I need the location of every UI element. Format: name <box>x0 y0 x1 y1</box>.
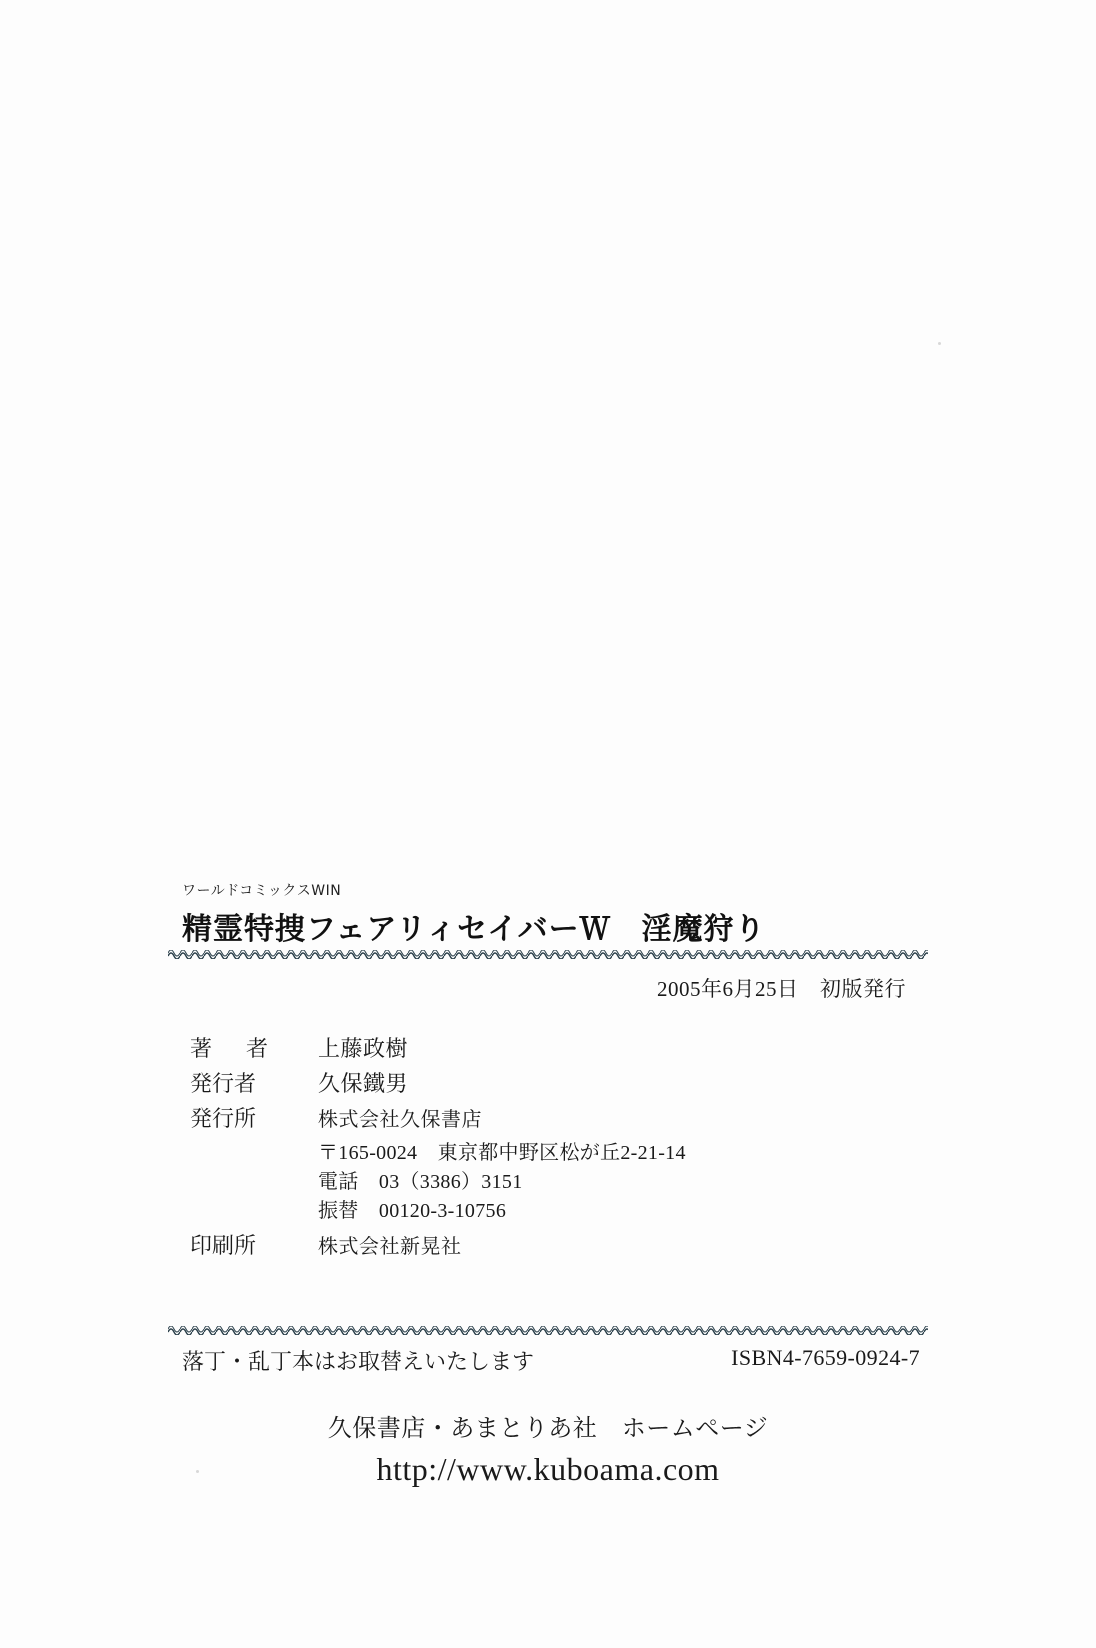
credit-row-publisher-person <box>190 1073 930 1095</box>
credit-row-author <box>190 1038 930 1060</box>
isbn-code: ISBN4-7659-0924-7 <box>731 1345 920 1370</box>
decorative-wave-rule-top <box>168 950 928 959</box>
credit-label: 著 者 <box>190 1036 275 1061</box>
footer-block <box>168 1326 928 1376</box>
address-furikae: 振替 00120-3-10756 <box>318 1200 507 1222</box>
replacement-notice: 落丁・乱丁本はお取替えいたします <box>182 1349 535 1374</box>
credit-value: 久保鐵男 <box>318 1071 409 1096</box>
credits-block <box>190 1038 930 1270</box>
notice-isbn-line <box>168 1345 928 1376</box>
credit-label: 発行者 <box>190 1071 257 1096</box>
publication-date: 2005年6月25日 初版発行 <box>657 977 906 1001</box>
credit-row-printer <box>190 1235 930 1257</box>
homepage-label: 久保書店・あまとりあ社 ホームページ <box>327 1414 769 1442</box>
credit-value: 上藤政樹 <box>318 1036 409 1061</box>
series-label: ワールドコミックスWIN <box>182 883 342 899</box>
decorative-wave-rule-bottom <box>168 1326 928 1335</box>
address-postal: 〒165-0024 東京都中野区松が丘2-21-14 <box>318 1142 686 1164</box>
credit-label: 印刷所 <box>190 1233 257 1258</box>
page-title: 精霊特捜フェアリィセイバーＷ 淫魔狩り <box>182 912 766 947</box>
address-telephone: 電話 03（3386）3151 <box>318 1171 523 1193</box>
credit-label: 発行所 <box>190 1106 257 1131</box>
colophon-header <box>168 880 928 1003</box>
credit-value: 株式会社新晃社 <box>318 1236 462 1258</box>
credit-row-publisher-company <box>190 1108 930 1130</box>
paper-speck <box>938 342 941 345</box>
homepage-url[interactable]: http://www.kuboama.com <box>376 1451 720 1487</box>
credit-value: 株式会社久保書店 <box>318 1109 482 1131</box>
homepage-block <box>0 1408 1096 1488</box>
